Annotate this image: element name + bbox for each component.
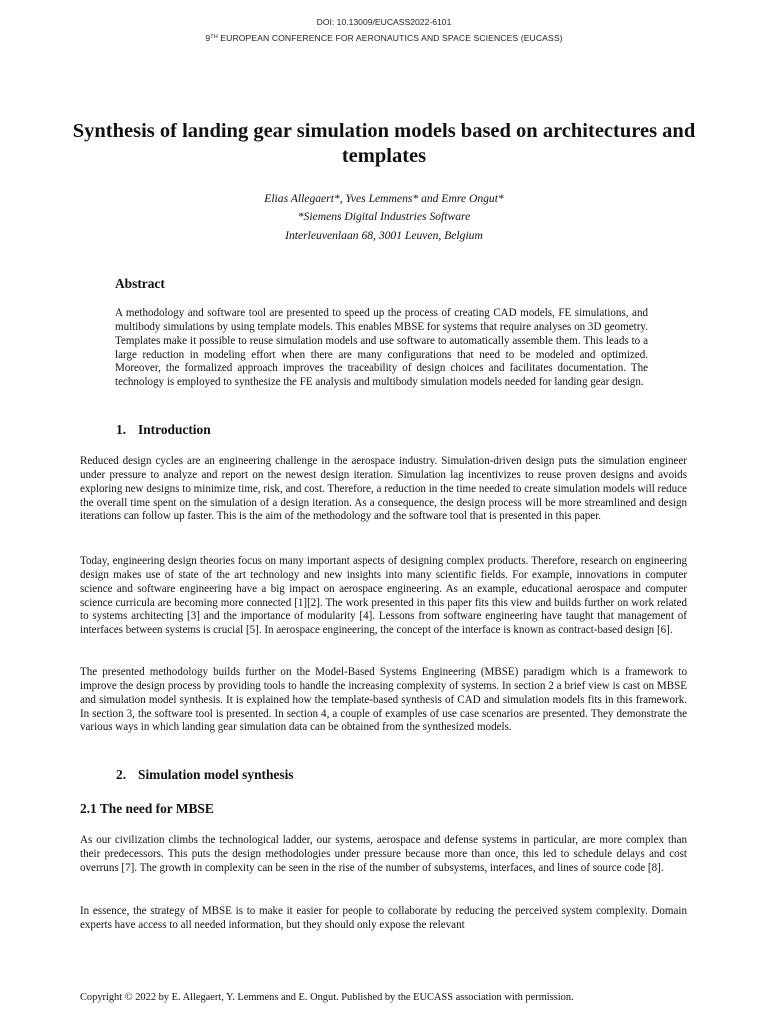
- paper-title: Synthesis of landing gear simulation models based on architectures and templates: [72, 120, 696, 167]
- author-names: Elias Allegaert*, Yves Lemmens* and Emre Ongut*: [264, 192, 504, 205]
- section-number: 2.: [116, 767, 127, 782]
- copyright-footer: Copyright © 2022 by E. Allegaert, Y. Lemmens and E. Ongut. Published by the EUCASS association with permission.: [80, 992, 574, 1003]
- conference-name: EUROPEAN CONFERENCE FOR AERONAUTICS AND SPACE SCIENCES (EUCASS): [217, 33, 563, 43]
- section-heading-introduction: [116, 422, 211, 438]
- conference-line: [0, 33, 768, 43]
- intro-paragraph-3: The presented methodology builds further on the Model-Based Systems Engineering (MBSE) paradigm which is a framework to improve the design process by providing tools to handle the increasing complexity of systems. In section 2 a brief view is cast on MBSE and simulation model synthesis. It is explained how the template-based synthesis of CAD and simulation models fits in this framework. In section 3, the software tool is presented. In section 4, a couple of examples of use case scenarios are presented. They demonstrate the various ways in which landing gear simulation data can be obtained from the synthesized models.: [80, 666, 687, 734]
- section-number: 1.: [116, 422, 127, 437]
- subsection-heading: 2.1 The need for MBSE: [80, 801, 214, 816]
- abstract-text: A methodology and software tool are presented to speed up the process of creating CAD models, FE simulations, and multibody simulations by using template models. This enables MBSE for systems that require analyses on 3D geometry. Templates make it possible to reuse simulation models and use software to automatically assemble them. This leads to a large reduction in modeling effort when there are many configurations that need to be modeled and optimized. Moreover, the formalized approach improves the traceability of design choices and facilitates documentation. The technology is employed to synthesize the FE analysis and multibody simulation models needed for landing gear design.: [115, 307, 648, 389]
- section-heading-synthesis: [116, 767, 294, 783]
- author-address: Interleuvenlaan 68, 3001 Leuven, Belgium: [285, 229, 483, 242]
- conference-number: 9: [205, 33, 211, 43]
- abstract-heading: Abstract: [115, 276, 165, 291]
- section-title: Introduction: [138, 422, 211, 437]
- conference-ordinal: TH: [210, 34, 218, 40]
- intro-paragraph-1: Reduced design cycles are an engineering challenge in the aerospace industry. Simulation-driven design puts the simulation engineer under pressure to analyze and report on the newest design iteration. Simulation lag incentivizes to reuse proven designs and avoids exploring new designs to minimize time, risk, and cost. Therefore, a reduction in the time needed to create simulation models will reduce the overall time spent on the simulation of a design iteration. As a consequence, the design process will be more streamlined and design iterations can follow up faster. This is the aim of the methodology and the software tool that is presented in this paper.: [80, 455, 687, 523]
- author-affiliation: *Siemens Digital Industries Software: [297, 210, 471, 223]
- section-title: Simulation model synthesis: [138, 767, 294, 782]
- intro-paragraph-2: Today, engineering design theories focus on many important aspects of designing complex products. Therefore, research on engineering design makes use of state of the art technology and new insights into many scientific fields. For example, innovations in computer science and software engineering have a big impact on aerospace engineering. As an example, educational aerospace and computer science curricula are becoming more connected [1][2]. The work presented in this paper fits this view and builds further on work related to systems architecting [3] and the importance of modularity [4]. Lessons from software engineering have taught that management of interfaces between systems is crucial [5]. In aerospace engineering, the concept of the interface is known as contract-based design [6].: [80, 555, 687, 637]
- mbse-paragraph-2: In essence, the strategy of MBSE is to make it easier for people to collaborate by reducing the perceived system complexity. Domain experts have access to all needed information, but they should only expose the relevant: [80, 905, 687, 931]
- doi-line: DOI: 10.13009/EUCASS2022-6101: [316, 17, 452, 27]
- mbse-paragraph-1: As our civilization climbs the technological ladder, our systems, aerospace and defense systems in particular, are more complex than their predecessors. This puts the design methodologies under pressure because more than once, this led to schedule delays and cost overruns [7]. The growth in complexity can be seen in the rise of the number of subsystems, interfaces, and lines of source code [8].: [80, 834, 687, 874]
